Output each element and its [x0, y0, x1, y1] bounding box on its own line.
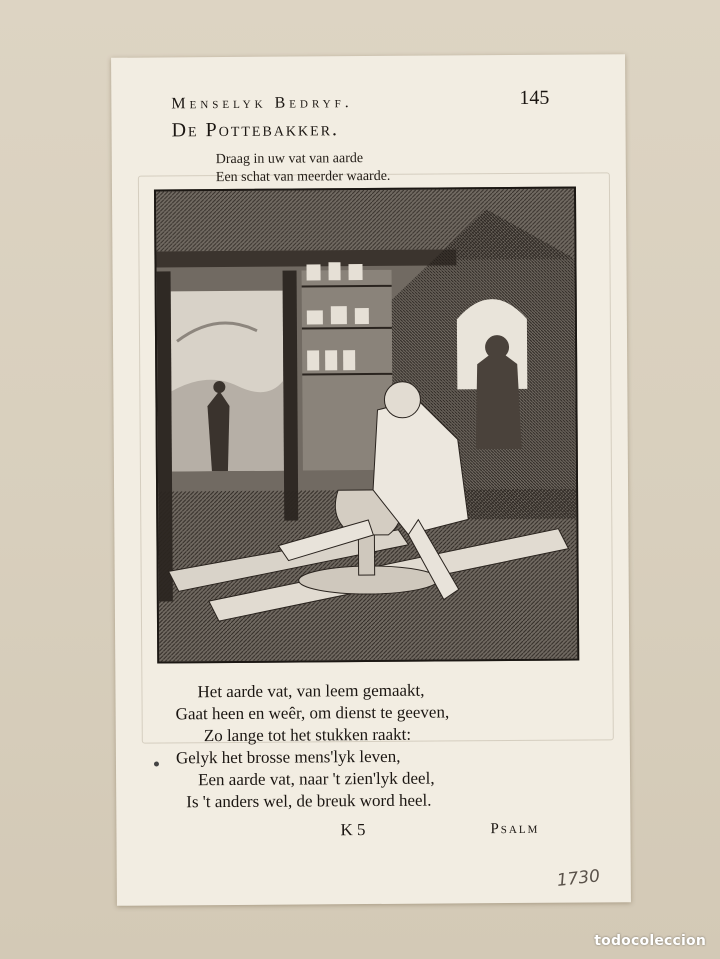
motto [216, 150, 391, 187]
potter-engraving-svg [156, 189, 577, 662]
poem-line: Een aarde vat, naar 't zien'lyk deel, [198, 768, 435, 790]
print-sheet [111, 54, 631, 906]
poem-line: Het aarde vat, van leem gemaakt, [197, 680, 425, 702]
catchword: Psalm [490, 820, 540, 838]
pencil-note: 1730 [555, 866, 602, 891]
poem [175, 678, 596, 813]
poem-line: Zo lange tot het stukken raakt: [203, 724, 412, 746]
running-head: Menselyk Bedryf. [171, 94, 353, 113]
motto-line: Een schat van meerder waarde. [215, 168, 391, 186]
ink-dot [154, 761, 159, 766]
engraving-illustration [154, 187, 579, 664]
signature-mark: K 5 [340, 820, 366, 840]
watermark: todocoleccion [594, 933, 706, 949]
page-number: 145 [519, 86, 550, 109]
poem-line: Gaat heen en weêr, om dienst te geeven, [175, 702, 450, 724]
poem-line: Is 't anders wel, de breuk word heel. [186, 790, 432, 812]
poem-line: Gelyk het brosse mens'lyk leven, [175, 746, 401, 768]
background-worker [475, 349, 522, 449]
page-title: De Pottebakker. [171, 118, 340, 142]
motto-line: Draag in uw vat van aarde [215, 151, 364, 168]
